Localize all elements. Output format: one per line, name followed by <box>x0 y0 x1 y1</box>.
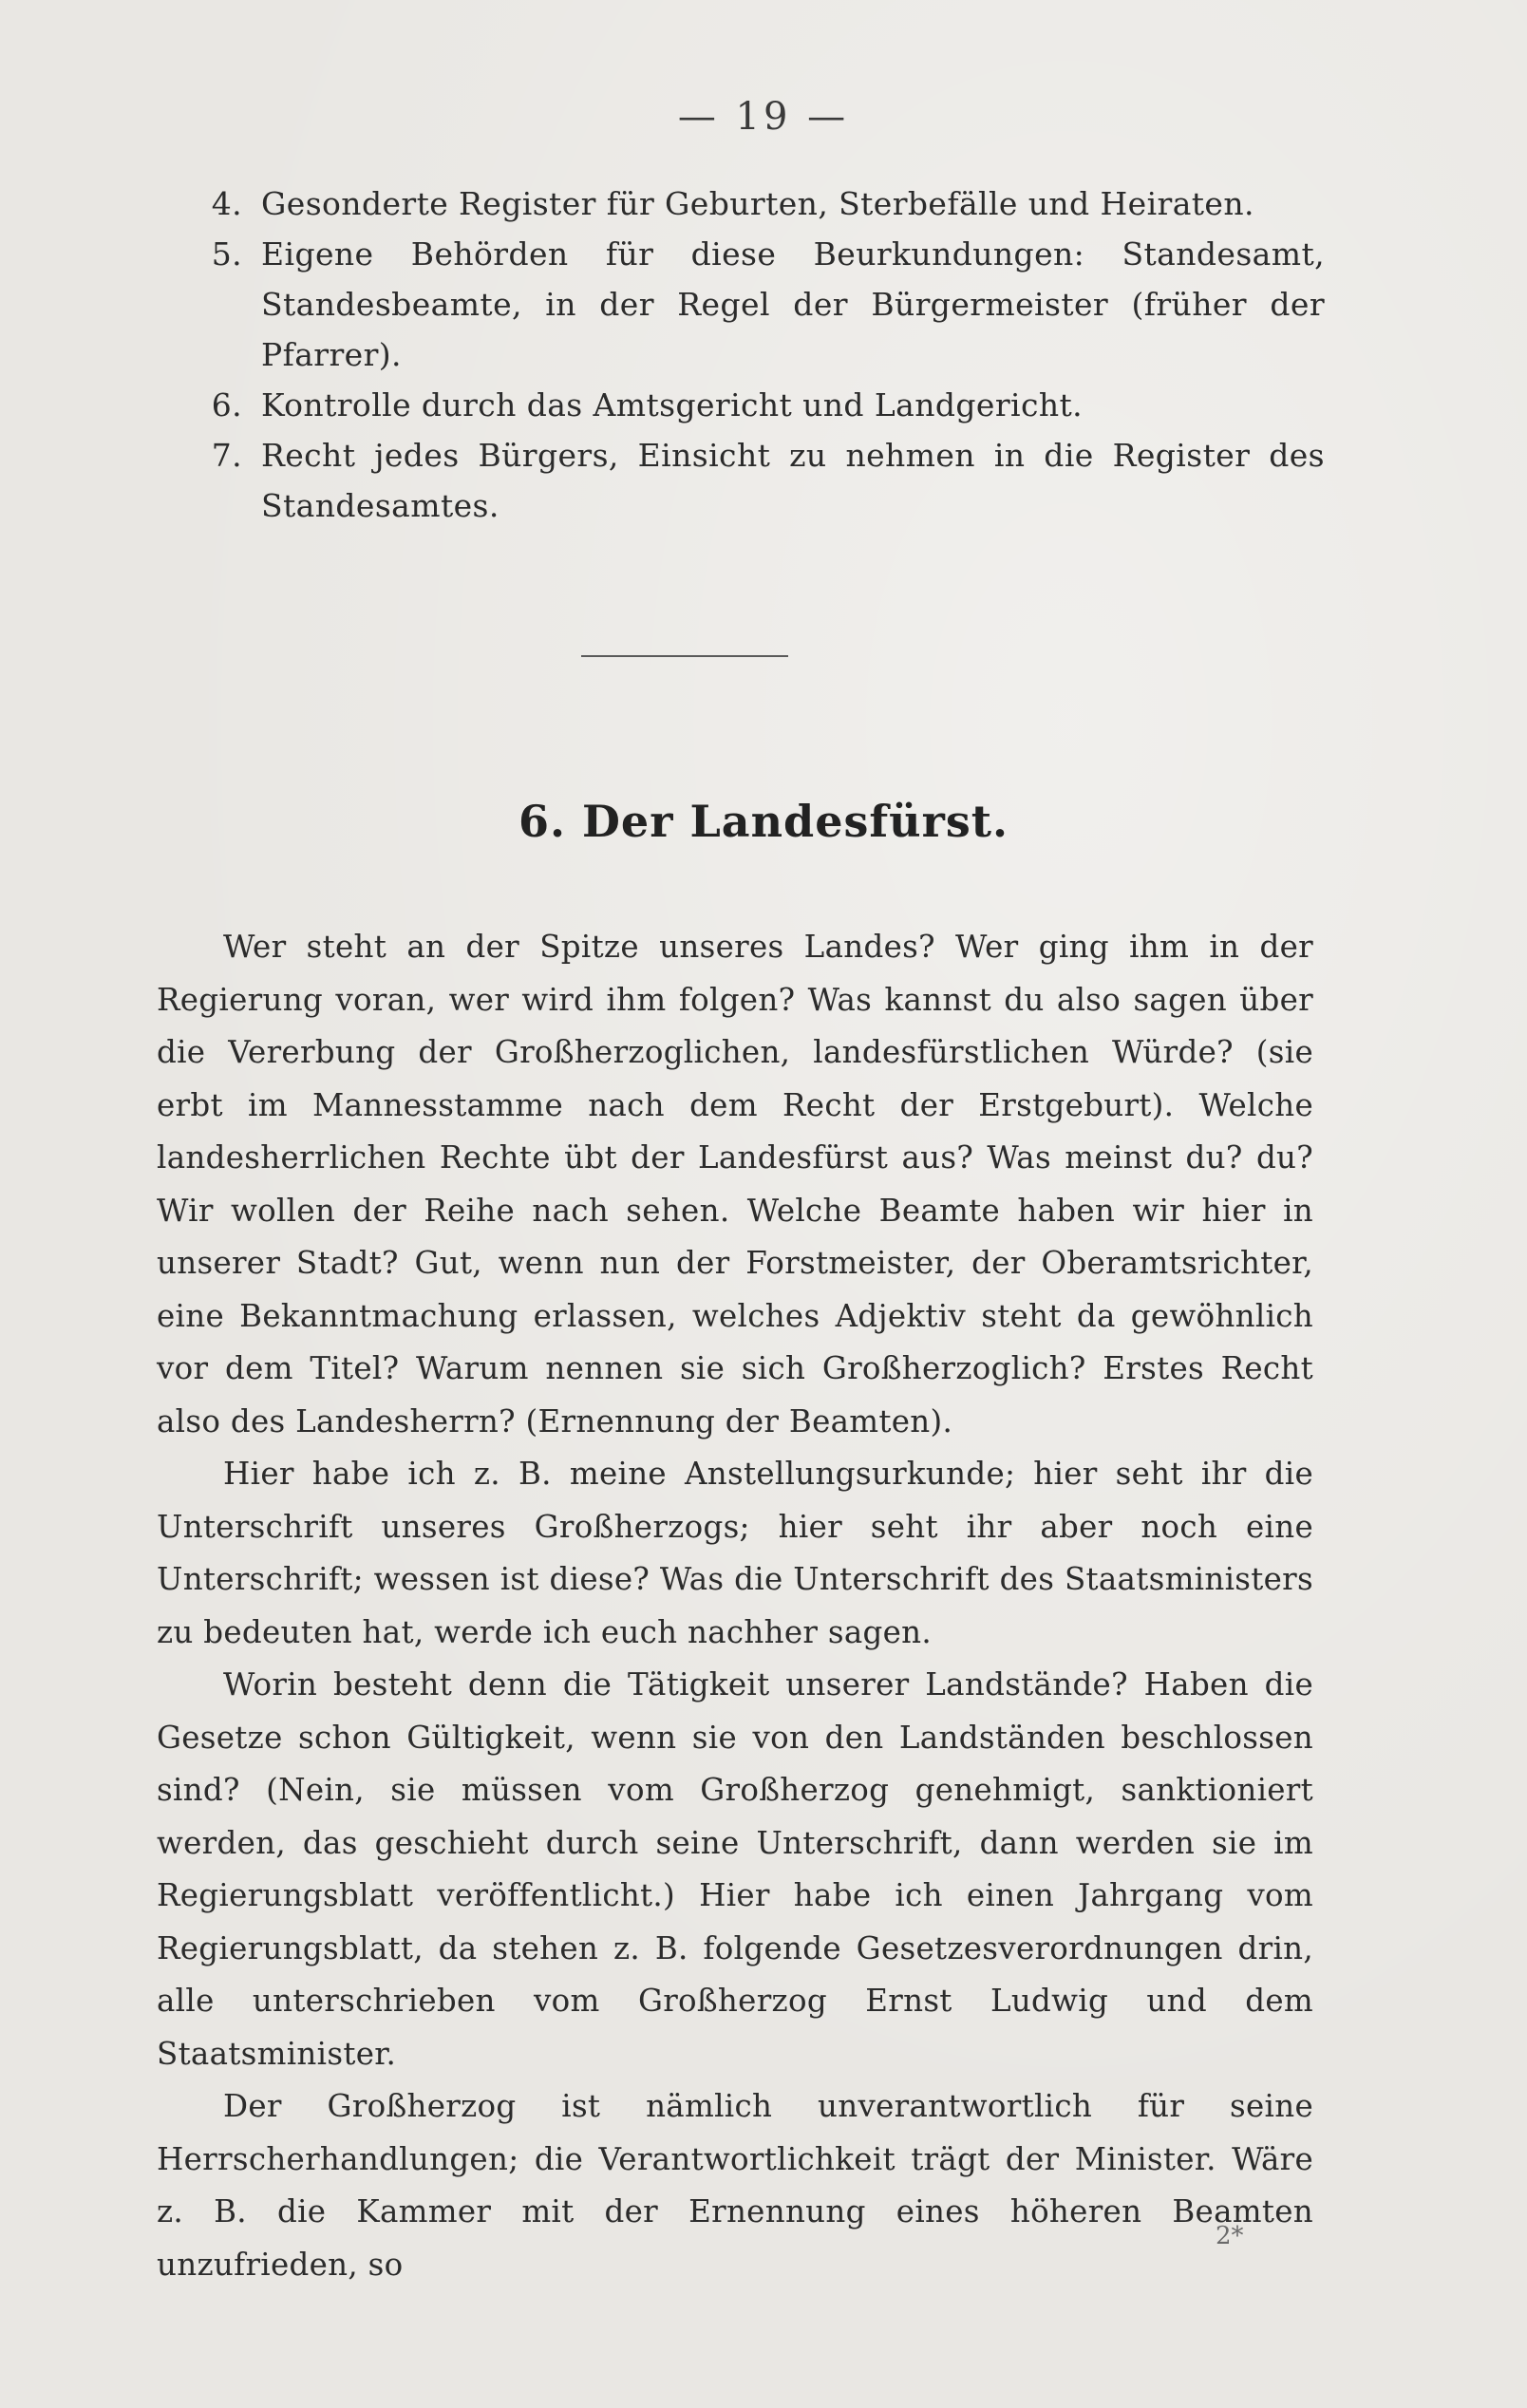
paragraph: Worin besteht denn die Tätigkeit unserer Landstände? Haben die Gesetze schon Gültigkeit, wenn sie von den Landständen beschlossen sind? (Nein, sie müssen vom Großherzog genehmigt, sanktioniert werden, das geschieht durch seine Unterschrift, dann werden sie im Regierungsblatt veröffentlicht.) Hier habe ich einen Jahrgang vom Regierungsblatt, da stehen z. B. folgende Gesetzesverordnungen drin, alle unterschrieben vom Großherzog Ernst Ludwig und dem Staatsminister. <box>157 1666 1313 2072</box>
numbered-list <box>204 179 1325 531</box>
list-item-text: Recht jedes Bürgers, Einsicht zu nehmen in die Register des Standesamtes. <box>261 437 1325 524</box>
page-number: — 19 — <box>677 95 850 139</box>
list-item-text: Kontrolle durch das Amtsgericht und Landgericht. <box>261 386 1084 423</box>
signature-mark: 2* <box>1216 2222 1244 2250</box>
list-item-text: Eigene Behörden für diese Beurkundungen: Standesamt, Standesbeamte, in der Regel der Bürgermeister (früher der Pfarrer). <box>261 235 1325 373</box>
list-item-number: 5. <box>211 235 242 273</box>
paragraph: Hier habe ich z. B. meine Anstellungsurkunde; hier seht ihr die Unterschrift unseres Großherzogs; hier seht ihr aber noch eine Unterschrift; wessen ist diese? Was die Unterschrift des Staatsministers zu bedeuten hat, werde ich euch nachher sagen. <box>157 1456 1313 1650</box>
list-item-number: 6. <box>211 386 242 423</box>
list-item <box>204 229 1325 380</box>
section-title: 6. Der Landesfürst. <box>518 796 1009 847</box>
section-divider <box>581 655 788 657</box>
list-item <box>204 179 1325 229</box>
paragraph: Wer steht an der Spitze unseres Landes? Wer ging ihm in der Regierung voran, wer wird ihm folgen? Was kannst du also sagen über die Vererbung der Großherzoglichen, landesfürstlichen Würde? (sie erbt im Mannesstamme nach dem Recht der Erstgeburt). Welche landesherrlichen Rechte übt der Landesfürst aus? Was meinst du? du? Wir wollen der Reihe nach sehen. Welche Beamte haben wir hier in unserer Stadt? Gut, wenn nun der Forstmeister, der Oberamtsrichter, eine Bekanntmachung erlassen, welches Adjektiv steht da gewöhnlich vor dem Titel? Warum nennen sie sich Großherzoglich? Erstes Recht also des Landesherrn? (Ernennung der Beamten). <box>157 929 1313 1439</box>
list-item <box>204 430 1325 531</box>
body-text <box>157 921 1313 2291</box>
list-item-text: Gesonderte Register für Geburten, Sterbefälle und Heiraten. <box>261 185 1254 222</box>
list-item <box>204 380 1325 430</box>
list-item-number: 7. <box>211 437 242 474</box>
paragraph: Der Großherzog ist nämlich unverantwortlich für seine Herrscherhandlungen; die Verantwortlichkeit trägt der Minister. Wäre z. B. die Kammer mit der Ernennung eines höheren Beamten unzufrieden, so <box>157 2088 1313 2283</box>
list-item-number: 4. <box>211 185 242 222</box>
